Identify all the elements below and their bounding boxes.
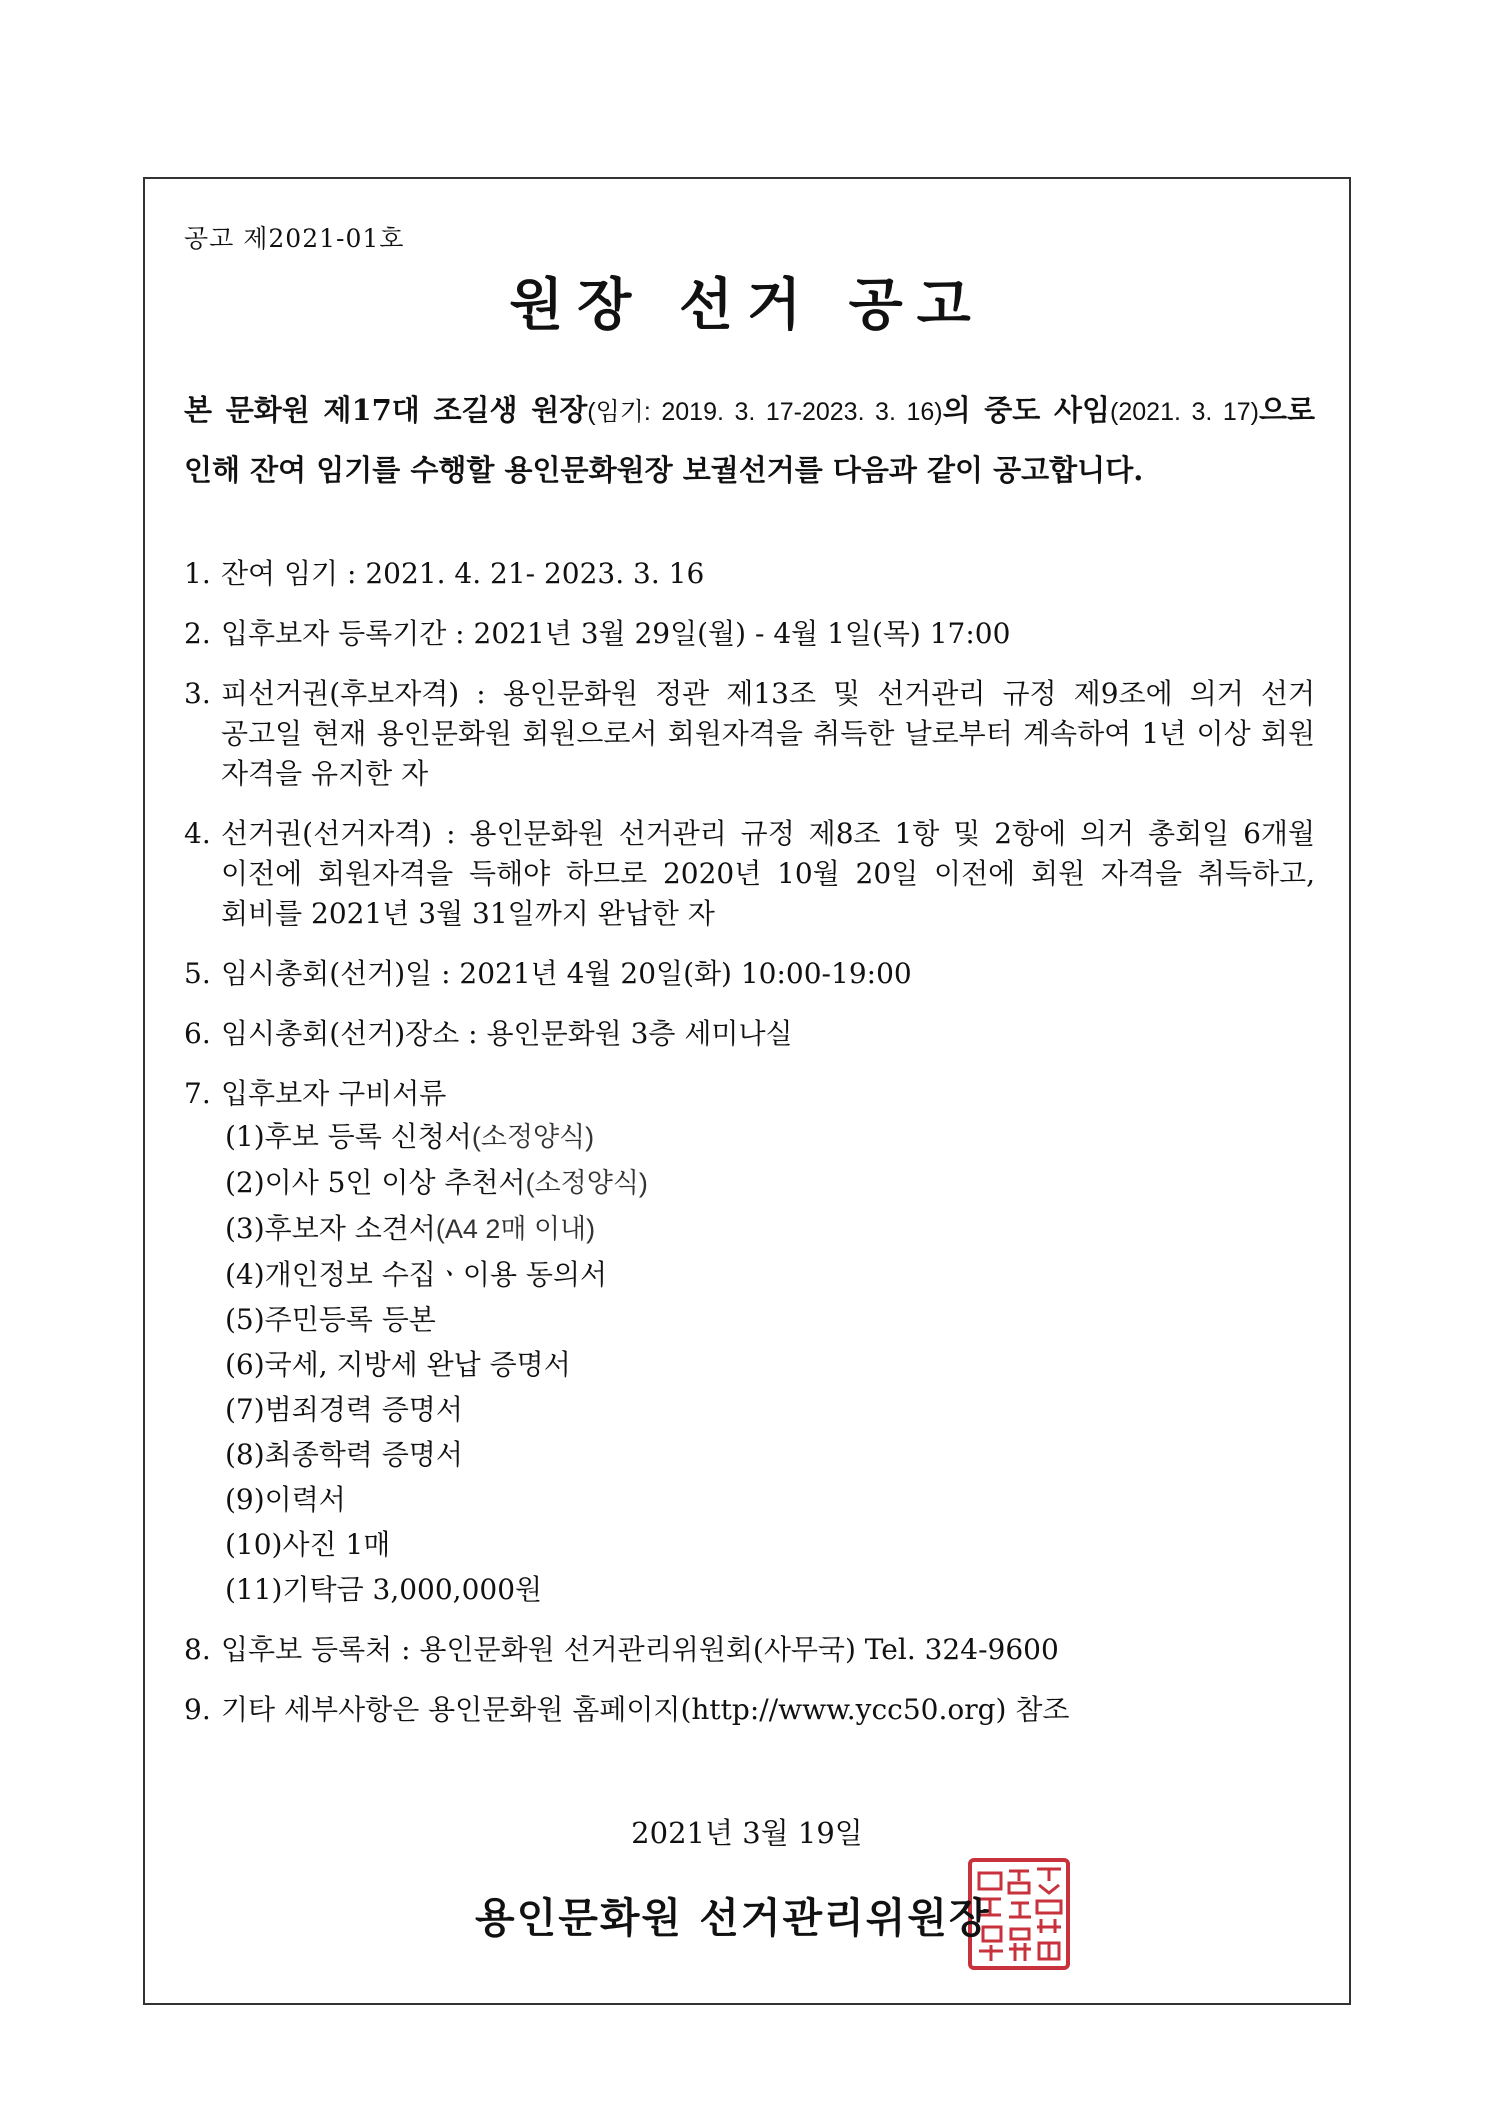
list-item <box>184 1690 1315 1730</box>
item-text: 입후보 등록처 : 용인문화원 선거관리위원회(사무국) Tel. 324-9600 <box>221 1633 1059 1666</box>
intro-text-3: 으로 인해 잔여 임기를 수행할 용인문화원장 보궐선거를 다음과 같이 공고합니다. <box>184 393 1315 487</box>
document-label: (7)범죄경력 증명서 <box>225 1393 463 1426</box>
document-label: (11)기탁금 3,000,000원 <box>225 1573 543 1606</box>
document-note: (A4 2매 이내) <box>435 1214 596 1244</box>
intro-paragraph <box>184 381 1315 499</box>
document-item <box>221 1206 1315 1252</box>
item-number: 3. <box>184 677 211 710</box>
notice-frame <box>143 177 1351 2005</box>
document-label: (4)개인정보 수집ㆍ이용 동의서 <box>225 1258 608 1291</box>
item-number: 9. <box>184 1693 211 1726</box>
item-text: 임시총회(선거)일 : 2021년 4월 20일(화) 10:00-19:00 <box>221 957 912 990</box>
list-item <box>184 954 1315 994</box>
intro-text-2: 의 중도 사임 <box>942 393 1111 427</box>
document-item <box>221 1160 1315 1206</box>
list-item <box>184 614 1315 654</box>
item-text: 잔여 임기 : 2021. 4. 21- 2023. 3. 16 <box>221 557 705 590</box>
item-number: 1. <box>184 557 211 590</box>
item-number: 4. <box>184 817 211 850</box>
document-label: (10)사진 1매 <box>225 1528 391 1561</box>
intro-term-note: (임기: 2019. 3. 17-2023. 3. 16) <box>587 398 943 426</box>
document-item <box>221 1297 1315 1342</box>
document-item <box>221 1477 1315 1522</box>
list-item <box>184 1014 1315 1054</box>
document-note: (소정양식) <box>471 1122 595 1152</box>
item-text: 임시총회(선거)장소 : 용인문화원 3층 세미나실 <box>221 1017 793 1050</box>
list-item <box>184 554 1315 594</box>
item-number: 6. <box>184 1017 211 1050</box>
document-item <box>221 1522 1315 1567</box>
notice-number: 공고 제2021-01호 <box>184 224 405 253</box>
item-number: 7. <box>184 1077 211 1110</box>
document-item <box>221 1432 1315 1477</box>
item-number: 2. <box>184 617 211 650</box>
document-note: (소정양식) <box>525 1168 648 1198</box>
notice-date: 2021년 3월 19일 <box>631 1816 863 1850</box>
document-label: (2)이사 5인 이상 추천서 <box>225 1166 526 1199</box>
item-text: 입후보자 구비서류 <box>221 1077 447 1110</box>
document-label: (9)이력서 <box>225 1483 346 1516</box>
document-label: (5)주민등록 등본 <box>225 1303 436 1336</box>
item-number: 5. <box>184 957 211 990</box>
document-item <box>221 1342 1315 1387</box>
document-label: (6)국세, 지방세 완납 증명서 <box>225 1348 571 1381</box>
list-item <box>184 1074 1315 1612</box>
notice-items <box>184 554 1315 1750</box>
item-number: 8. <box>184 1633 211 1666</box>
document-label: (1)후보 등록 신청서 <box>225 1120 472 1153</box>
document-label: (3)후보자 소견서 <box>225 1212 436 1245</box>
intro-resign-date: (2021. 3. 17) <box>1110 398 1259 426</box>
notice-title: 원장 선거 공고 <box>509 272 985 338</box>
document-item <box>221 1114 1315 1160</box>
item-text: 선거권(선거자격) : 용인문화원 선거관리 규정 제8조 1항 및 2항에 의거 총회일 6개월 이전에 회원자격을 득해야 하므로 2020년 10월 20일 이전에 회원 자격을 취득하고, 회비를 2021년 3월 31일까지 완납한 자 <box>221 817 1315 930</box>
document-label: (8)최종학력 증명서 <box>225 1438 463 1471</box>
signer-name: 용인문화원 선거관리위원장 <box>475 1894 991 1942</box>
item-text: 피선거권(후보자격) : 용인문화원 정관 제13조 및 선거관리 규정 제9조에 의거 선거 공고일 현재 용인문화원 회원으로서 회원자격을 취득한 날로부터 계속하여 1년 이상 회원 자격을 유지한 자 <box>221 677 1315 790</box>
list-item <box>184 814 1315 934</box>
document-item <box>221 1567 1315 1612</box>
list-item <box>184 1630 1315 1670</box>
required-documents <box>221 1114 1315 1612</box>
document-item <box>221 1252 1315 1297</box>
document-item <box>221 1387 1315 1432</box>
item-text: 입후보자 등록기간 : 2021년 3월 29일(월) - 4월 1일(목) 17:00 <box>221 617 1011 650</box>
item-text: 기타 세부사항은 용인문화원 홈페이지(http://www.ycc50.org) 참조 <box>221 1693 1070 1726</box>
intro-text-1: 본 문화원 제17대 조길생 원장 <box>184 393 588 427</box>
list-item <box>184 674 1315 794</box>
